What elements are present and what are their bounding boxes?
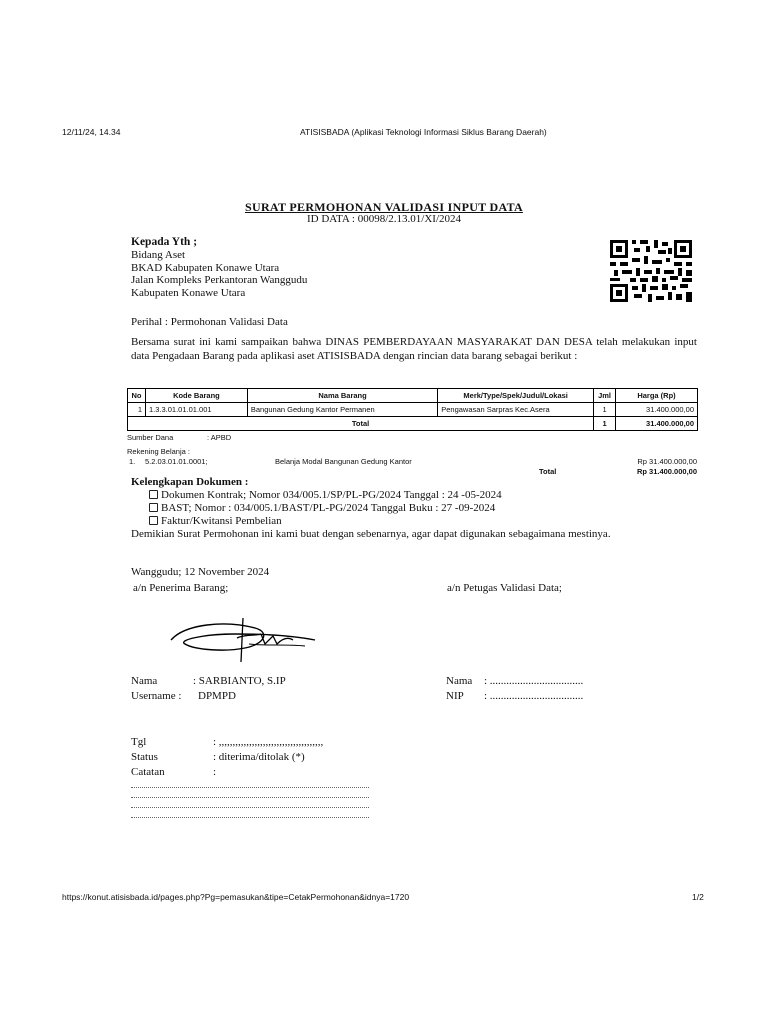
rekening-total-amount: Rp 31.400.000,00 <box>636 467 697 476</box>
closing-paragraph: Demikian Surat Permohonan ini kami buat dengan sebenarnya, agar dapat digunakan sebagaimana mestinya. <box>131 528 611 540</box>
left-name-label: Nama <box>131 675 158 687</box>
kelengkapan-item <box>149 515 282 528</box>
kelengkapan-item <box>149 502 495 515</box>
kelengkapan-item <box>149 489 502 502</box>
place-date: Wanggudu; 12 November 2024 <box>131 566 270 578</box>
total-amount: 31.400.000,00 <box>616 417 698 431</box>
cell-kode: 1.3.3.01.01.01.001 <box>145 403 247 417</box>
col-header: Harga (Rp) <box>616 389 698 403</box>
right-nip-value: : .................................. <box>484 690 584 702</box>
subject-line: Perihal : Permohonan Validasi Data <box>131 316 288 328</box>
recipient-address <box>131 249 307 299</box>
kelengkapan-item-text: BAST; Nomor : 034/005.1/BAST/PL-PG/2024 Tanggal Buku : 27 -09-2024 <box>161 502 496 514</box>
left-role: a/n Penerima Barang; <box>133 582 229 594</box>
col-header: Kode Barang <box>145 389 247 403</box>
left-username-value: DPMPD <box>198 690 236 702</box>
cell-no: 1 <box>128 403 146 417</box>
notes-dotted-line <box>131 817 369 818</box>
notes-dotted-line <box>131 807 369 808</box>
right-nip-label: NIP <box>446 690 464 702</box>
notes-dotted-line <box>131 787 369 788</box>
address-line: Bidang Aset <box>131 249 186 261</box>
table-row <box>128 403 698 417</box>
col-header: Jml <box>594 389 616 403</box>
right-name-value: : .................................. <box>484 675 584 687</box>
funding-label: Sumber Dana <box>127 433 174 442</box>
kelengkapan-title: Kelengkapan Dokumen : <box>131 476 249 488</box>
total-qty: 1 <box>594 417 616 431</box>
left-username-label: Username : <box>131 690 182 702</box>
table-total-row <box>128 417 698 431</box>
right-name-label: Nama <box>446 675 473 687</box>
items-table <box>127 388 698 431</box>
cell-harga: 31.400.000,00 <box>616 403 698 417</box>
table-header-row <box>128 389 698 403</box>
rekening-desc: Belanja Modal Bangunan Gedung Kantor <box>275 457 412 466</box>
rekening-code: 5.2.03.01.01.0001; <box>145 457 208 466</box>
kelengkapan-item-text: Dokumen Kontrak; Nomor 034/005.1/SP/PL-PG/2024 Tanggal : 24 -05-2024 <box>161 489 502 501</box>
checkbox-icon <box>149 503 158 512</box>
right-role: a/n Petugas Validasi Data; <box>447 582 562 594</box>
col-header: Nama Barang <box>247 389 437 403</box>
cell-merk: Pengawasan Sarpras Kec.Asera <box>438 403 594 417</box>
address-line: Jalan Kompleks Perkantoran Wanggudu <box>131 274 308 287</box>
left-name-value: : SARBIANTO, S.IP <box>193 675 286 687</box>
app-title: ATISISBADA (Aplikasi Teknologi Informasi Siklus Barang Daerah) <box>300 127 547 137</box>
rekening-total-label: Total <box>539 467 557 476</box>
body-paragraph: Bersama surat ini kami sampaikan bahwa DINAS PEMBERDAYAAN MASYARAKAT DAN DESA telah melakukan input data Pengadaan Barang pada aplikasi aset ATISISBADA dengan rincian data barang sebagai berikut : <box>131 336 697 362</box>
rekening-no: 1. <box>129 457 136 466</box>
cell-jml: 1 <box>594 403 616 417</box>
address-line: Kabupaten Konawe Utara <box>131 286 246 299</box>
notes-dotted-line <box>131 797 369 798</box>
rekening-label: Rekening Belanja : <box>127 447 190 456</box>
document-id: ID DATA : 00098/2.13.01/XI/2024 <box>306 213 462 225</box>
status-label: Status <box>131 751 158 763</box>
kelengkapan-item-text: Faktur/Kwitansi Pembelian <box>161 515 282 527</box>
cell-nama: Bangunan Gedung Kantor Permanen <box>247 403 437 417</box>
tgl-label: Tgl <box>131 736 147 748</box>
rekening-amount: Rp 31.400.000,00 <box>637 457 697 466</box>
qr-code-icon <box>610 240 692 302</box>
checkbox-icon <box>149 516 158 525</box>
checkbox-icon <box>149 490 158 499</box>
col-header: No <box>128 389 146 403</box>
address-line: BKAD Kabupaten Konawe Utara <box>131 261 280 274</box>
catatan-label: Catatan <box>131 766 165 778</box>
tgl-value: : ,,,,,,,,,,,,,,,,,,,,,,,,,,,,,,,,,,,,,, <box>213 736 324 748</box>
funding-value: : APBD <box>207 433 232 442</box>
status-value: : diterima/ditolak (*) <box>213 751 305 763</box>
total-label: Total <box>128 417 594 431</box>
footer-url[interactable]: https://konut.atisisbada.id/pages.php?Pg=pemasukan&tipe=CetakPermohonan&idnya=1720 <box>62 892 410 902</box>
salutation: Kepada Yth ; <box>131 236 198 248</box>
col-header: Merk/Type/Spek/Judul/Lokasi <box>438 389 594 403</box>
catatan-value: : <box>213 766 217 778</box>
signature-icon <box>165 610 325 670</box>
print-datetime: 12/11/24, 14.34 <box>62 127 121 137</box>
document-title: SURAT PERMOHONAN VALIDASI INPUT DATA <box>245 200 523 214</box>
page-number: 1/2 <box>692 892 704 902</box>
